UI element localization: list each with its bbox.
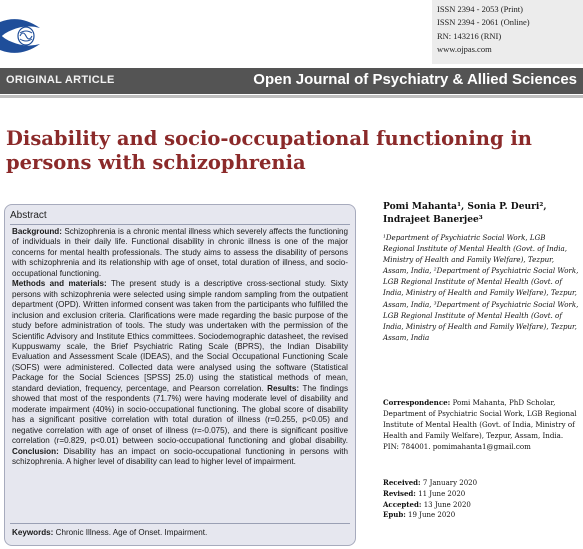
accepted-date: 13 June 2020 <box>423 500 471 509</box>
methods-label: Methods and materials: <box>12 279 107 289</box>
received-label: Received: <box>383 478 421 487</box>
journal-logo-icon <box>0 14 48 58</box>
author-names: Pomi Mahanta¹, Sonia P. Deuri², Indrajeet Banerjee³ <box>383 201 547 225</box>
author-affiliations: ¹Department of Psychiatric Social Work, LGB Regional Institute of Mental Health (Govt. of India, Ministry of Health and Family Welfare), Tezpur, Assam, India, ²Department of Psychiatric Social Work, LGB Regional Institute of Mental Health (Govt. of India, Ministry of Health and Family Welfare), Tezpur, Assam, India, ³Department of Psychiatric Social Work, LGB Regional Institute of Mental Health (Govt. of India, Ministry of Health and Family Welfare), Tezpur, Assam, India <box>383 233 579 342</box>
revised-date: 11 June 2020 <box>418 489 466 498</box>
epub-label: Epub: <box>383 510 406 520</box>
journal-name: Open Journal of Psychiatry & Allied Sciences <box>253 71 577 88</box>
correspondence-block <box>383 397 579 452</box>
abstract-body <box>12 227 348 467</box>
banner-divider <box>0 95 583 98</box>
rni-number: RN: 143216 (RNI) <box>437 30 502 41</box>
issn-print: ISSN 2394 - 2053 (Print) <box>437 4 523 14</box>
background-label: Background: <box>12 227 62 236</box>
accepted-label: Accepted: <box>383 499 422 509</box>
abstract-divider <box>10 224 350 225</box>
epub-date-row <box>383 510 579 521</box>
accepted-date-row <box>383 500 579 511</box>
conclusion-label: Conclusion: <box>12 446 59 456</box>
keywords-text: Chronic Illness. Age of Onset. Impairment. <box>55 528 208 537</box>
issn-online: ISSN 2394 - 2061 (Online) <box>437 17 530 28</box>
journal-banner <box>0 68 583 94</box>
revised-date-row <box>383 489 579 500</box>
revised-label: Revised: <box>383 488 416 498</box>
results-text: The findings showed that most of the respondents (71.7%) were having moderate level of disability and moderate impairment (40%) in socio-occupational functioning. The global score of disability has a significant positive correlation with total duration of illness (r=0.255, p<0.05) and negative correlation with age of onset of illness (r=-0.075), and there is significant positive correlation (r=0.829, p<0.01) between socio-occupational functioning and global disability. <box>12 383 349 446</box>
keywords-label: Keywords: <box>12 528 54 537</box>
article-title: Disability and socio-occupational functioning in persons with schizophrenia <box>6 127 532 174</box>
abstract-panel <box>4 204 356 546</box>
issn-info-box <box>432 0 583 64</box>
results-label: Results: <box>267 383 300 393</box>
article-dates <box>383 478 579 521</box>
epub-date: 19 June 2020 <box>408 511 456 520</box>
background-text: Schizophrenia is a chronic mental illness which severely affects the functioning of individuals in their daily life. Functional disability in chronic illness is one of the major concerns for mental health professionals. The study aims to assess the disability of persons with schizophrenia and its relationship with age of onset, total duration of illness, and socio-occupational functioning. <box>12 227 348 278</box>
abstract-heading: Abstract <box>10 210 47 221</box>
keywords-line <box>12 528 207 537</box>
received-date: 7 January 2020 <box>422 479 478 487</box>
article-type-label: ORIGINAL ARTICLE <box>6 74 115 86</box>
website-link[interactable]: www.ojpas.com <box>437 43 492 54</box>
received-date-row <box>383 478 579 489</box>
keywords-divider <box>10 523 350 524</box>
correspondence-label: Correspondence: <box>383 398 451 407</box>
conclusion-text: Disability has an impact on socio-occupational functioning in persons with schizophrenia. A higher level of disability can lead to higher level of impairment. <box>12 446 348 466</box>
correspondence-text: Pomi Mahanta, PhD Scholar, Department of Psychiatric Social Work, LGB Regional Institute of Mental Health (Govt. of India, Ministry of Health and Family Welfare), Tezpur, Assam, India. PIN: 784001. pomimahanta1@gmail.com <box>383 398 577 452</box>
methods-text: The present study is a descriptive cross-sectional study. Sixty persons with schizophrenia were selected using simple random sampling from the outpatient department (OPD). Written informed consent was taken from the participants who fulfilled the inclusion and exclusion criteria. Clarifications were made regarding the basic purpose of the study before administration of tools. The study was undertaken with the permission of the Scientific Advisory and Institute Ethics committees. Sociodemographic datasheet, the revised Kuppuswamy scale, the Brief Psychiatric Rating Scale (BPRS), the Indian Disability Evaluation and Assessment Scale (IDEAS), and the Social Occupational Functioning Scale (SOFS) were administered. Collected data were analysed using the software (Statistical Package for the Social Sciences [SPSS] 25.0) using the statistical methods of mean, standard deviation, frequency, percentage, and Pearson correlation. <box>12 279 348 393</box>
